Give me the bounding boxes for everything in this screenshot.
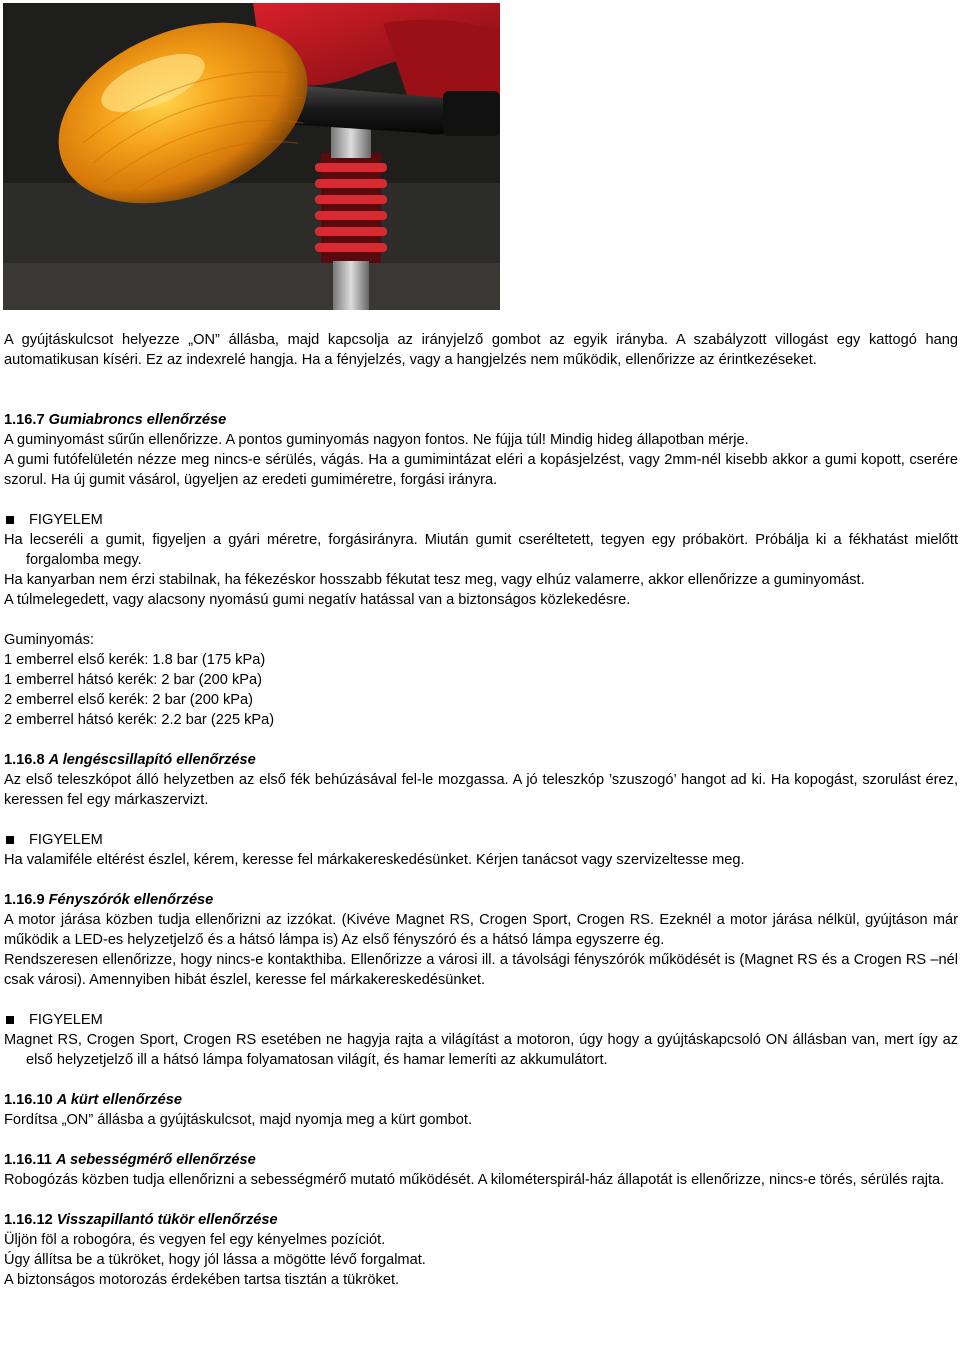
section-title: Visszapillantó tükör ellenőrzése	[56, 1212, 278, 1228]
pressure-item: 2 emberrel hátsó kerék: 2.2 bar (225 kPa)	[4, 712, 275, 728]
pressure-item: 2 emberrel első kerék: 2 bar (200 kPa)	[4, 692, 254, 708]
section-title: Fényszórók ellenőrzése	[48, 892, 214, 908]
section-title: Gumiabroncs ellenőrzése	[48, 412, 227, 428]
paragraph: Fordítsa „ON” állásba a gyújtáskulcsot, majd nyomja meg a kürt gombot.	[4, 1112, 473, 1128]
paragraph-line: Üljön föl a robogóra, és vegyen fel egy kényelmes pozíciót.	[4, 1232, 386, 1248]
warning-heading	[4, 1010, 958, 1030]
paragraph: A gumi futófelületén nézze meg nincs-e sérülés, vágás. Ha a gumimintázat eléri a kopásjelzést, vagy 2mm-nél kisebb akkor a gumi kopott, cserére szorul. Ha új gumit vásárol, ügyeljen az eredeti gumiméretre, forgási irányra.	[4, 452, 958, 488]
section-number: 1.16.9	[4, 892, 45, 908]
section-1-16-8-heading	[4, 750, 958, 770]
bullet-square-icon	[6, 1016, 14, 1024]
section-1-16-12-heading	[4, 1210, 958, 1230]
document-body	[4, 330, 958, 1290]
paragraph: A túlmelegedett, vagy alacsony nyomású gumi negatív hatással van a biztonságos közlekedésre.	[4, 592, 631, 608]
warning-heading	[4, 830, 958, 850]
paragraph-line: Úgy állítsa be a tükröket, hogy jól lássa a mögötte lévő forgalmat.	[4, 1252, 426, 1268]
warning-text: Ha valamiféle eltérést észlel, kérem, keresse fel márkakereskedésünket. Kérjen tanácsot vagy szervizeltesse meg.	[4, 852, 745, 868]
pressure-item: 1 emberrel hátsó kerék: 2 bar (200 kPa)	[4, 672, 262, 688]
section-number: 1.16.7	[4, 412, 45, 428]
intro-paragraph: A gyújtáskulcsot helyezze „ON” állásba, majd kapcsolja az irányjelző gombot az egyik irányba. A szabályzott villogást egy kattogó hang automatikusan kíséri. Ez az indexrelé hangja. Ha a fényjelzés, vagy a hangjelzés nem működik, ellenőrizze az érintkezéseket.	[4, 332, 958, 368]
warning-heading	[4, 510, 958, 530]
section-number: 1.16.10	[4, 1092, 53, 1108]
section-1-16-11-heading	[4, 1150, 958, 1170]
warning-label: FIGYELEM	[29, 832, 103, 848]
warning-text: Ha lecseréli a gumit, figyeljen a gyári méretre, forgásirányra. Miután gumit cseréltetett, tegyen egy próbakört. Próbálja ki a fékhatást mielőtt forgalomba megy.	[4, 532, 958, 568]
paragraph: Rendszeresen ellenőrizze, hogy nincs-e kontakthiba. Ellenőrizze a városi ill. a távolsági fényszórók működését is (Magnet RS és a Crogen RS –nél csak városi). Amennyiben hibát észlel, keresse fel márkakereskedésünket.	[4, 952, 958, 988]
section-1-16-10-heading	[4, 1090, 958, 1110]
section-number: 1.16.8	[4, 752, 45, 768]
paragraph-line: A biztonságos motorozás érdekében tartsa tisztán a tükröket.	[4, 1272, 400, 1288]
paragraph: Az első teleszkópot álló helyzetben az első fék behúzásával fel-le mozgassa. A jó teleszkóp ’szuszogó’ hangot ad ki. Ha kopogást, szorulást érez, keressen fel egy márkaszervizt.	[4, 772, 958, 808]
bullet-square-icon	[6, 516, 14, 524]
turn-signal-photo	[3, 3, 500, 310]
paragraph: A guminyomást sűrűn ellenőrizze. A pontos guminyomás nagyon fontos. Ne fújja túl! Mindig hideg állapotban mérje.	[4, 432, 749, 448]
section-number: 1.16.12	[4, 1212, 53, 1228]
warning-label: FIGYELEM	[29, 1012, 103, 1028]
warning-text: Ha kanyarban nem érzi stabilnak, ha fékezéskor hosszabb fékutat tesz meg, vagy elhúz valamerre, akkor ellenőrizze a guminyomást.	[4, 572, 865, 588]
bullet-square-icon	[6, 836, 14, 844]
paragraph: A motor járása közben tudja ellenőrizni az izzókat. (Kivéve Magnet RS, Crogen Sport, Crogen RS. Ezeknél a motor járása nélkül, gyújtáson már működik a LED-es helyzetjelző és a hátsó lámpa is) Az első fényszóró és a hátsó lámpa egyszerre ég.	[4, 912, 958, 948]
section-number: 1.16.11	[4, 1152, 52, 1168]
section-1-16-7-heading	[4, 410, 958, 430]
section-title: A lengéscsillapító ellenőrzése	[48, 752, 256, 768]
pressure-title: Guminyomás:	[4, 632, 95, 648]
pressure-item: 1 emberrel első kerék: 1.8 bar (175 kPa)	[4, 652, 266, 668]
section-1-16-9-heading	[4, 890, 958, 910]
warning-label: FIGYELEM	[29, 512, 103, 528]
section-title: A kürt ellenőrzése	[56, 1092, 182, 1108]
section-title: A sebességmérő ellenőrzése	[55, 1152, 256, 1168]
paragraph: Robogózás közben tudja ellenőrizni a sebességmérő mutató működését. A kilométerspirál-ház állapotát is ellenőrizze, nincs-e törés, sérülés rajta.	[4, 1172, 945, 1188]
warning-text: Magnet RS, Crogen Sport, Crogen RS esetében ne hagyja rajta a világítást a motoron, úgy hogy a gyújtáskapcsoló ON állásban van, mert így az első helyzetjelző ill a hátsó lámpa folyamatosan világít, és hamar lemeríti az akkumulátort.	[4, 1032, 958, 1068]
